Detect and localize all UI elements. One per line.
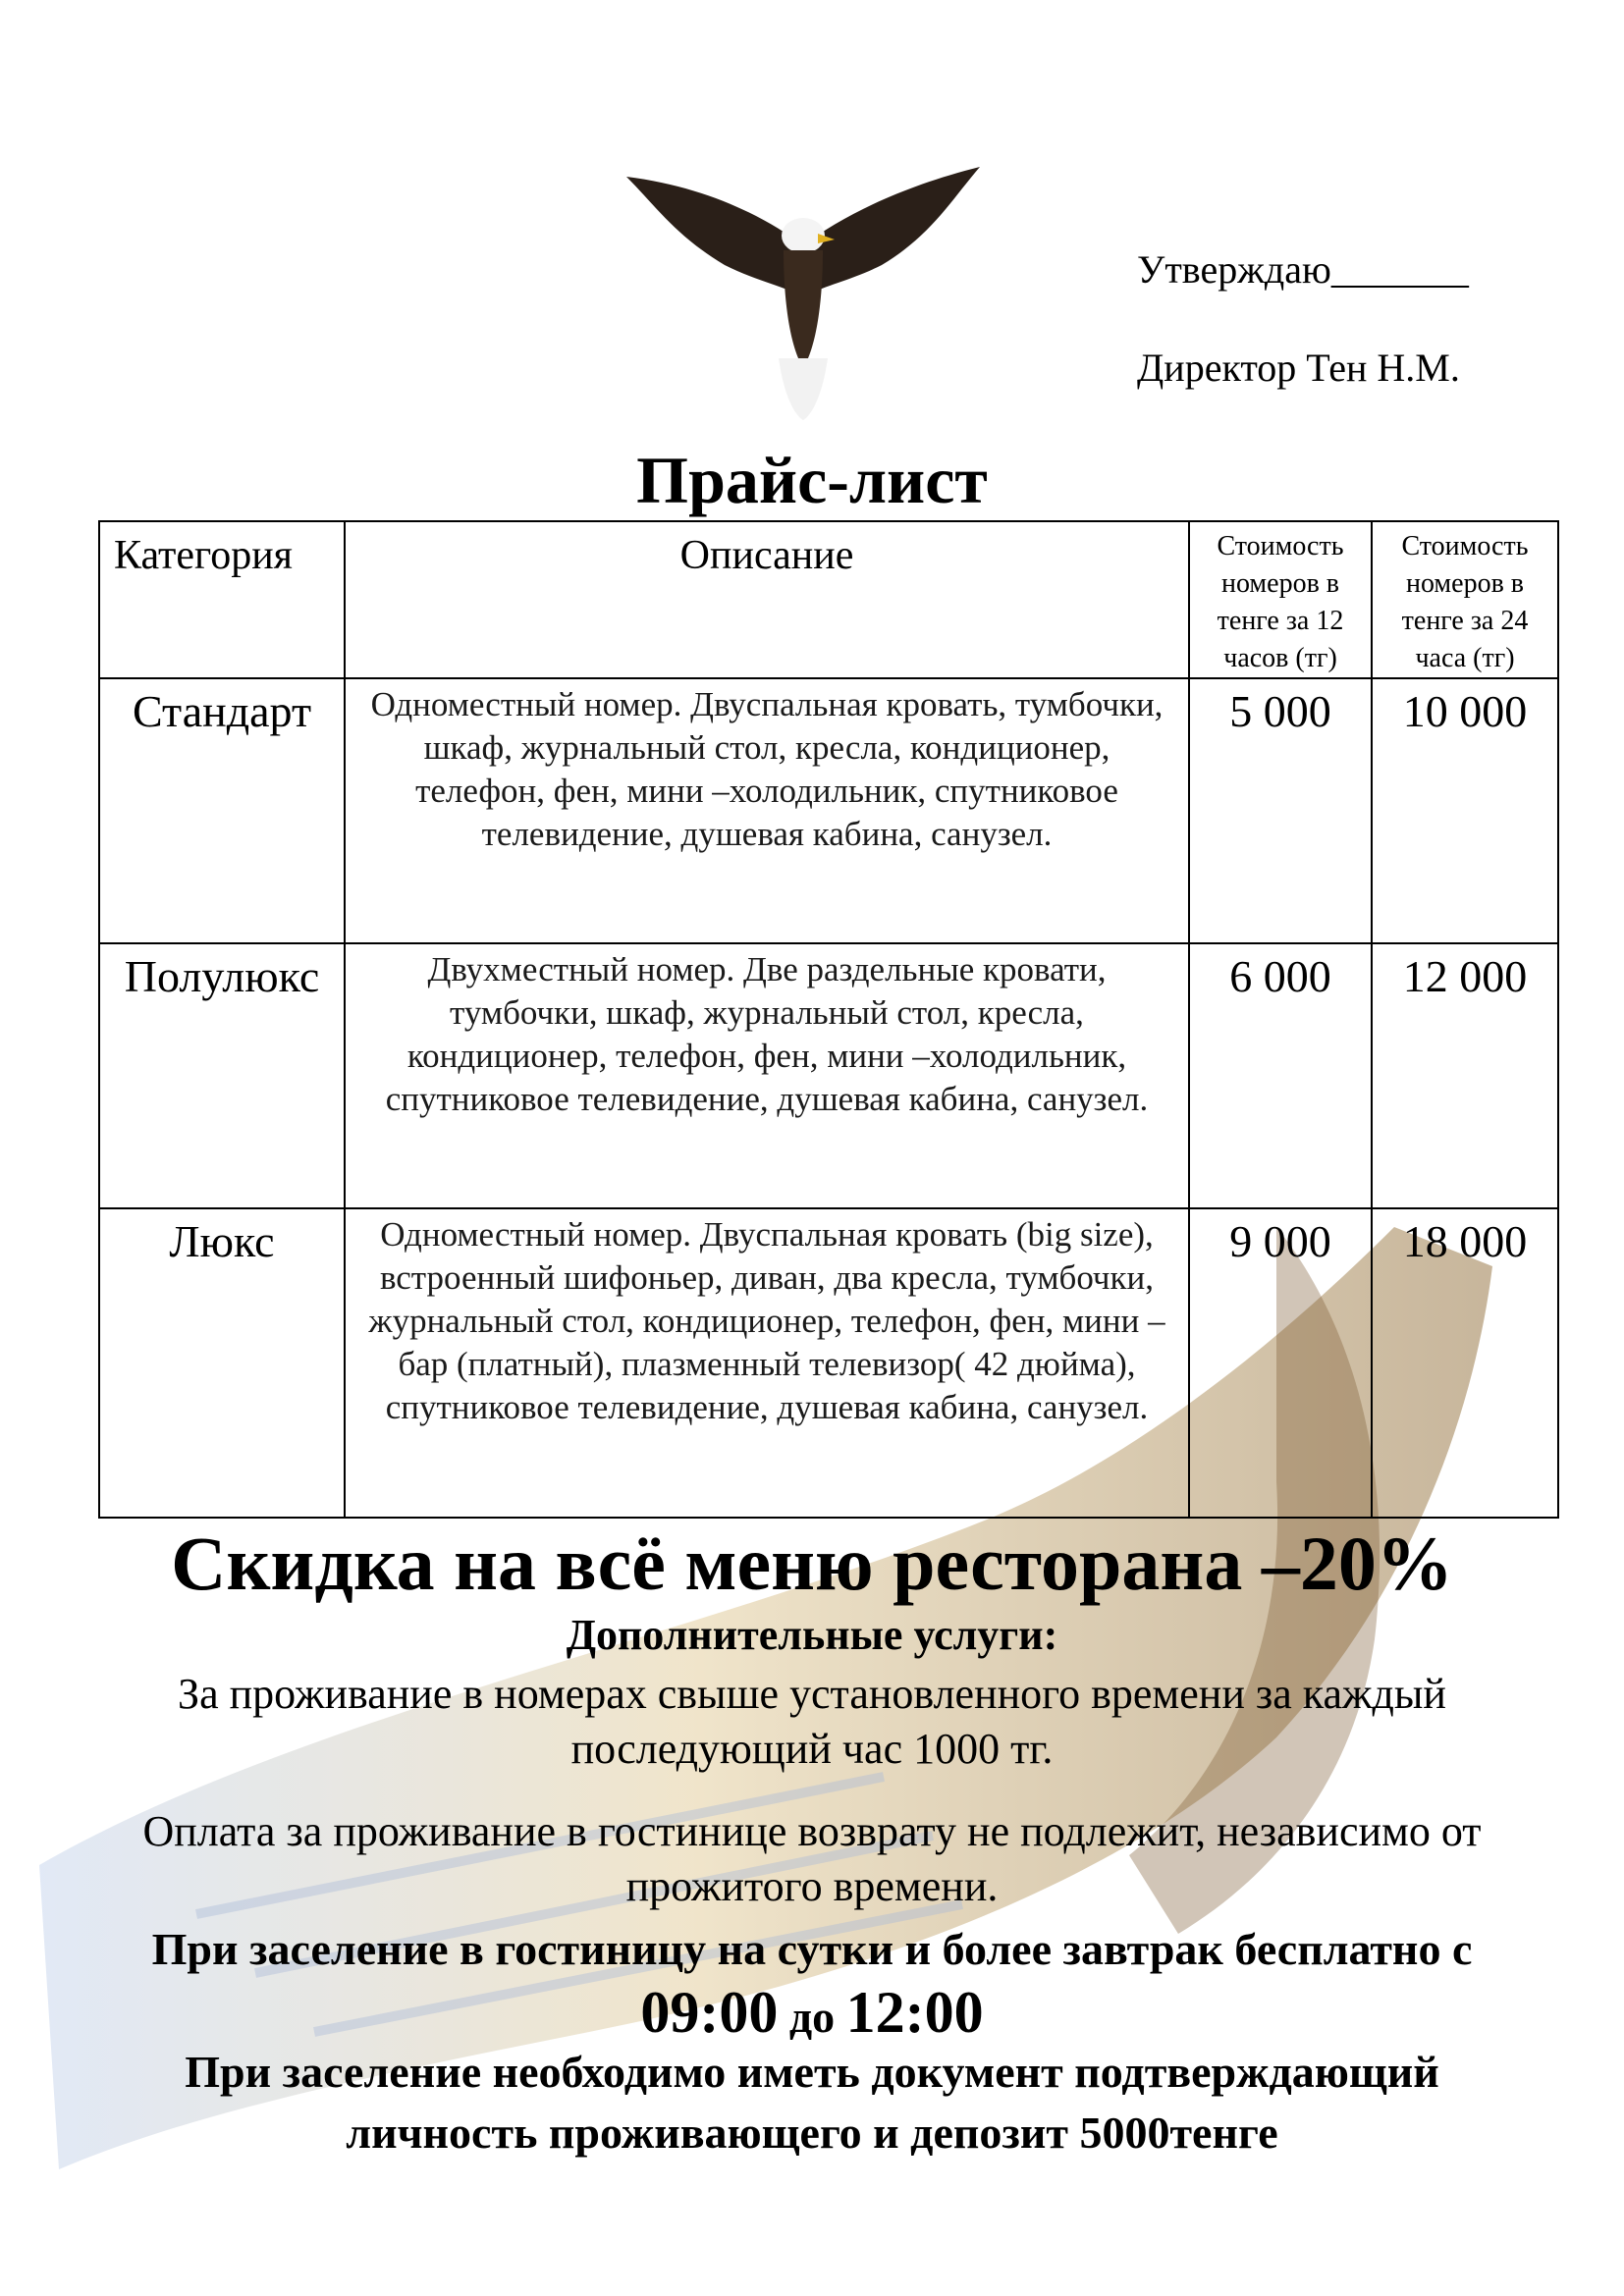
approval-block <box>1137 236 1549 402</box>
row-price-12h: 6 000 <box>1189 943 1372 1208</box>
restaurant-discount: Скидка на всё меню ресторана –20% <box>171 1521 1453 1606</box>
breakfast-start-time: 09:00 <box>640 1980 779 2045</box>
row-description: Двухместный номер. Две раздельные кровати, тумбочки, шкаф, журнальный стол, кресла, кондиционер, телефон, фен, мини –холодильник, спутниковое телевидение, душевая кабина, санузел. <box>345 943 1189 1208</box>
extra-services-heading: Дополнительные услуги: <box>566 1611 1058 1659</box>
breakfast-text: При заселение в гостиницу на сутки и более завтрак бесплатно с <box>151 1924 1473 1974</box>
breakfast-note <box>98 1918 1526 2049</box>
table-row <box>99 943 1558 1208</box>
eagle-logo-image <box>617 157 990 422</box>
extra-hour-note: За проживание в номерах свыше установленного времени за каждый последующий час 1000 тг. <box>178 1670 1446 1773</box>
table-row <box>99 1208 1558 1518</box>
approval-line: Утверждаю_______ <box>1137 247 1469 292</box>
price-table <box>98 520 1559 1519</box>
row-category: Люкс <box>99 1208 345 1518</box>
row-description: Одноместный номер. Двуспальная кровать, тумбочки, шкаф, журнальный стол, кресла, кондиционер, телефон, фен, мини –холодильник, спутниковое телевидение, душевая кабина, санузел. <box>345 678 1189 943</box>
header-category: Категория <box>99 521 345 678</box>
row-description: Одноместный номер. Двуспальная кровать (big size), встроенный шифоньер, диван, два кресла, тумбочки, журнальный стол, кондиционер, телефон, фен, мини –бар (платный), плазменный телевизор( 42 дюйма), спутниковое телевидение, душевая кабина, санузел. <box>345 1208 1189 1518</box>
row-category: Стандарт <box>99 678 345 943</box>
refund-note: Оплата за проживание в гостинице возврату не подлежит, независимо от прожитого времени. <box>142 1807 1482 1910</box>
director-name: Директор Тен Н.М. <box>1137 346 1460 390</box>
header-price-12h: Стоимость номеров в тенге за 12 часов (тг) <box>1189 521 1372 678</box>
page-title: Прайс-лист <box>636 443 988 517</box>
breakfast-end-time: 12:00 <box>845 1980 984 2045</box>
header-price-24h: Стоимость номеров в тенге за 24 часа (тг) <box>1372 521 1558 678</box>
table-header-row <box>99 521 1558 678</box>
breakfast-to: до <box>788 1992 836 2042</box>
row-price-24h: 18 000 <box>1372 1208 1558 1518</box>
row-price-12h: 5 000 <box>1189 678 1372 943</box>
header-description: Описание <box>345 521 1189 678</box>
row-price-24h: 12 000 <box>1372 943 1558 1208</box>
document-deposit-note: При заселение необходимо иметь документ подтверждающий личность проживающего и депозит 5000тенге <box>185 2047 1439 2158</box>
row-category: Полулюкс <box>99 943 345 1208</box>
row-price-12h: 9 000 <box>1189 1208 1372 1518</box>
table-row <box>99 678 1558 943</box>
row-price-24h: 10 000 <box>1372 678 1558 943</box>
